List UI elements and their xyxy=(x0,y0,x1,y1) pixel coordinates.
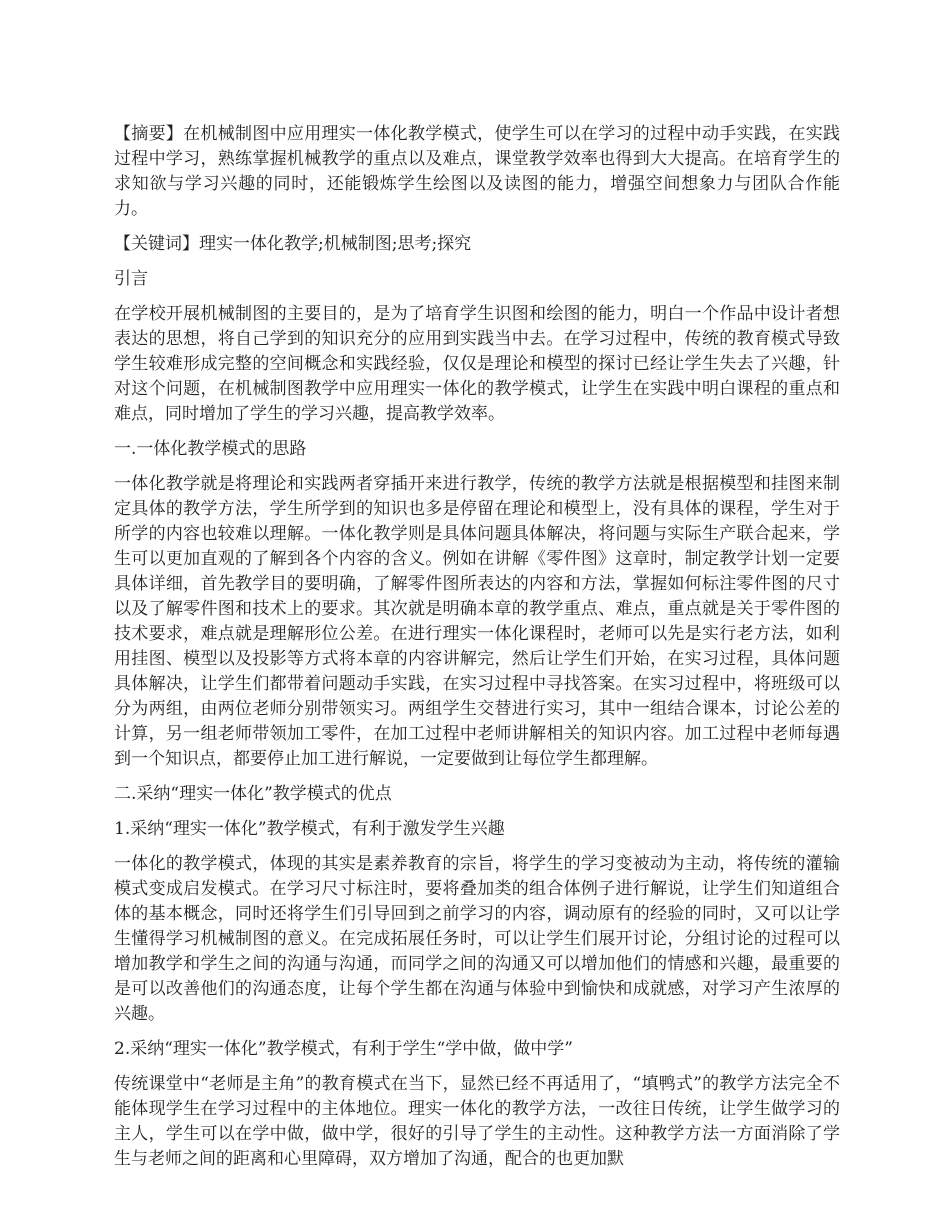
subsection-2-paragraph: 传统课堂中“老师是主角”的教育模式在当下，显然已经不再适用了，“填鸭式”的教学方法完全不能体现学生在学习过程中的主体地位。理实一体化的教学方法，一改往日传统，让学生做学习的主人，学生可以在学中做，做中学，很好的引导了学生的主动性。这种教学方法一方面消除了学生与老师之间的距离和心里障碍，双方增加了沟通，配合的也更加默 xyxy=(114,1074,840,1169)
abstract-paragraph: 【摘要】在机械制图中应用理实一体化教学模式，使学生可以在学习的过程中动手实践，在实践过程中学习，熟练掌握机械教学的重点以及难点，课堂教学效率也得到大大提高。在培育学生的求知欲与学习兴趣的同时，还能锻炼学生绘图以及读图的能力，增强空间想象力与团队合作能力。 xyxy=(114,124,840,219)
intro-paragraph: 在学校开展机械制图的主要目的，是为了培育学生识图和绘图的能力，明白一个作品中设计者想表达的思想，将自己学到的知识充分的应用到实践当中去。在学习过程中，传统的教育模式导致学生较难形成完整的空间概念和实践经验，仅仅是理论和模型的探讨已经让学生失去了兴趣，针对这个问题，在机械制图教学中应用理实一体化的教学模式，让学生在实践中明白课程的重点和难点，同时增加了学生的学习兴趣，提高教学效率。 xyxy=(114,304,840,424)
subsection-1-heading: 1.采纳“理实一体化”教学模式，有利于激发学生兴趣 xyxy=(114,819,505,839)
subsection-2-heading: 2.采纳“理实一体化”教学模式，有利于学生“学中做，做中学” xyxy=(114,1039,573,1059)
subsection-1-paragraph: 一体化的教学模式，体现的其实是素养教育的宗旨，将学生的学习变被动为主动，将传统的灌输模式变成启发模式。在学习尺寸标注时，要将叠加类的组合体例子进行解说，让学生们知道组合体的基本概念，同时还将学生们引导回到之前学习的内容，调动原有的经验的同时，又可以让学生懂得学习机械制图的意义。在完成拓展任务时，可以让学生们展开讨论，分组讨论的过程可以增加教学和学生之间的沟通与沟通，而同学之间的沟通又可以增加他们的情感和兴趣，最重要的是可以改善他们的沟通态度，让每个学生都在沟通与体验中到愉快和成就感，对学习产生浓厚的兴趣。 xyxy=(114,854,840,1024)
intro-heading: 引言 xyxy=(114,269,148,289)
document-body xyxy=(114,122,840,1182)
section-1-heading: 一.一体化教学模式的思路 xyxy=(114,439,307,459)
section-2-heading: 二.采纳“理实一体化”教学模式的优点 xyxy=(114,784,392,804)
keywords-line: 【关键词】理实一体化教学;机械制图;思考;探究 xyxy=(114,234,472,254)
section-1-paragraph: 一体化教学就是将理论和实践两者穿插开来进行教学，传统的教学方法就是根据模型和挂图来制定具体的教学方法，学生所学到的知识也多是停留在理论和模型上，没有具体的课程，学生对于所学的内容也较难以理解。一体化教学则是具体问题具体解决，将问题与实际生产联合起来，学生可以更加直观的了解到各个内容的含义。例如在讲解《零件图》这章时，制定教学计划一定要具体详细，首先教学目的要明确，了解零件图所表达的内容和方法，掌握如何标注零件图的尺寸以及了解零件图和技术上的要求。其次就是明确本章的教学重点、难点，重点就是关于零件图的技术要求，难点就是理解形位公差。在进行理实一体化课程时，老师可以先是实行老方法，如利用挂图、模型以及投影等方式将本章的内容讲解完，然后让学生们开始，在实习过程，具体问题具体解决，让学生们都带着问题动手实践，在实习过程中寻找答案。在实习过程中，将班级可以分为两组，由两位老师分别带领实习。两组学生交替进行实习，其中一组结合课本，讨论公差的计算，另一组老师带领加工零件，在加工过程中老师讲解相关的知识内容。加工过程中老师每遇到一个知识点，都要停止加工进行解说，一定要做到让每位学生都理解。 xyxy=(114,474,840,769)
